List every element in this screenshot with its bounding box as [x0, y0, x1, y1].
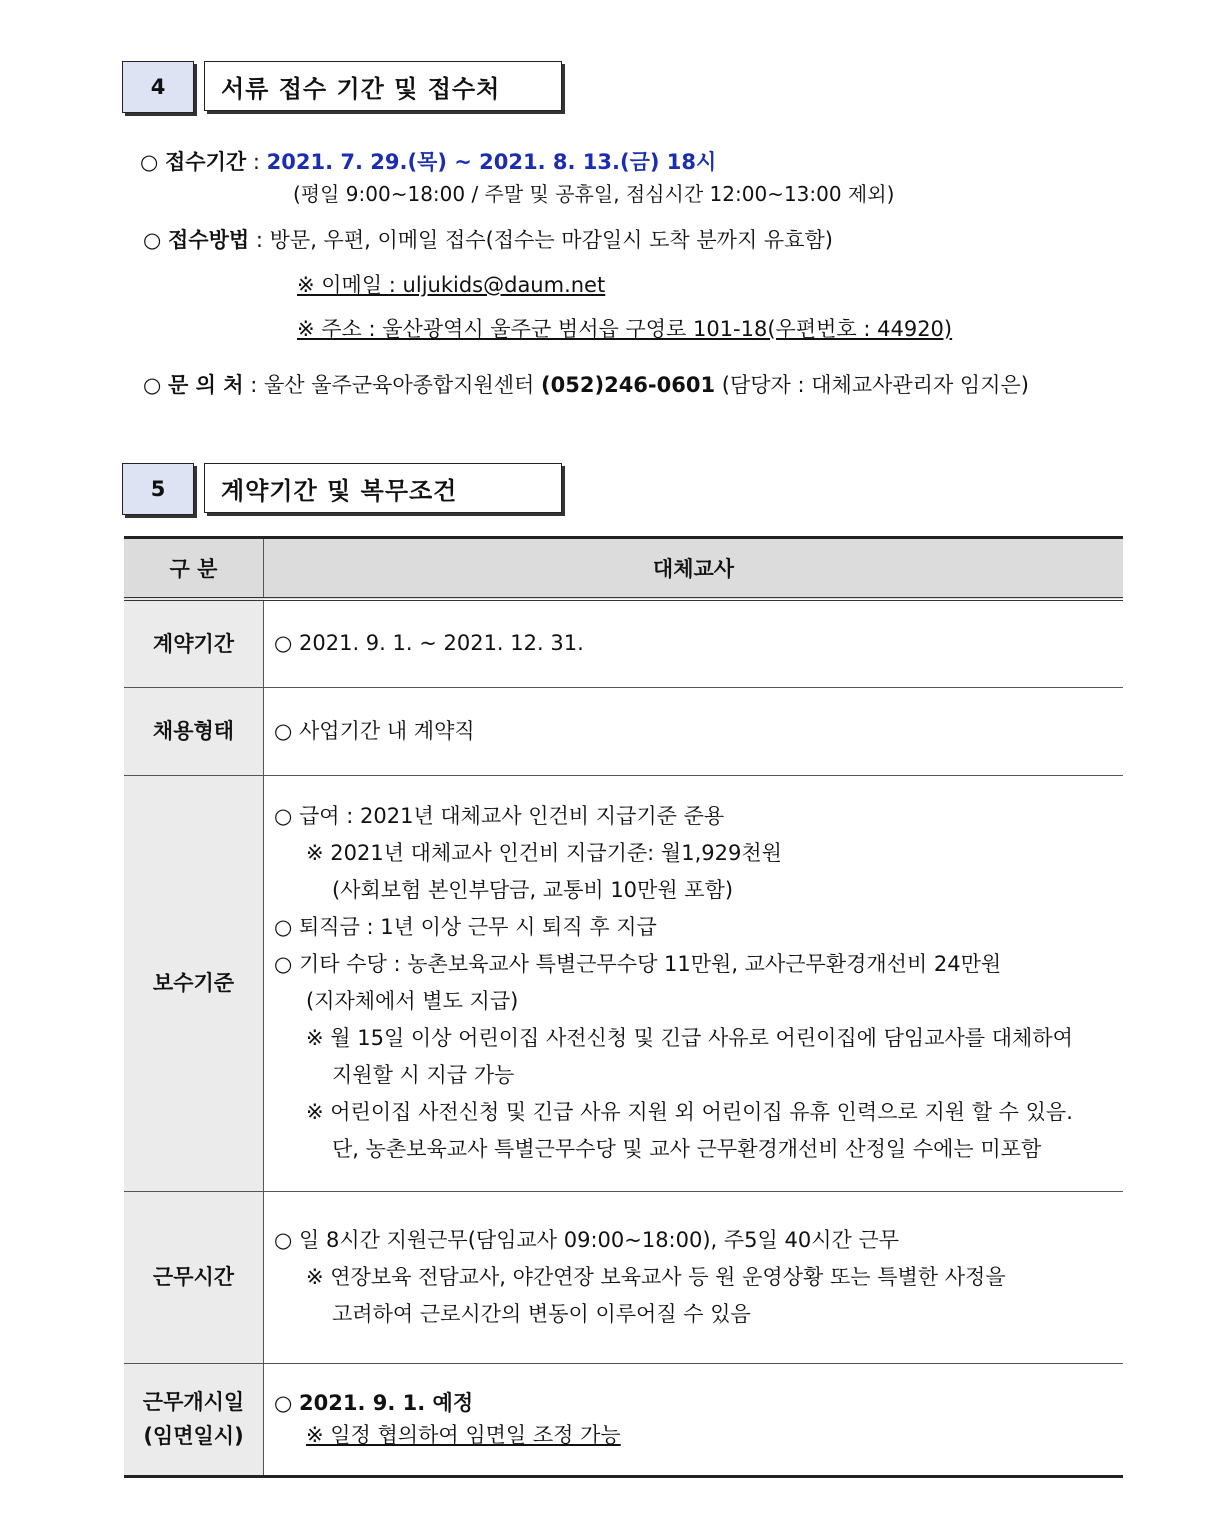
pay-line: (사회보험 본인부담금, 교통비 10만원 포함) — [332, 878, 734, 902]
contact-person: (담당자 : 대체교사관리자 임지은) — [721, 373, 1029, 397]
period-label: 접수기간 — [165, 150, 247, 174]
method-value: 방문, 우편, 이메일 접수(접수는 마감일시 도착 분까지 유효함) — [269, 228, 833, 252]
table-row-hours — [124, 1191, 1123, 1363]
contact-sep: : — [250, 373, 258, 397]
section-4-title-box — [204, 61, 562, 111]
contract-line: ○ 2021. 9. 1. ~ 2021. 12. 31. — [274, 631, 584, 656]
table-row-employ — [124, 687, 1123, 775]
row-label-pay: 보수기준 — [124, 775, 264, 1191]
period-mark: ○ — [140, 150, 159, 174]
period-value: 2021. 7. 29.(목) ~ 2021. 8. 13.(금) 18시 — [266, 150, 717, 174]
section-4-number — [122, 61, 194, 113]
start-note: ※ 일정 협의하여 임면일 조정 가능 — [306, 1423, 621, 1447]
row-label-hours: 근무시간 — [124, 1191, 264, 1363]
period-line — [140, 146, 716, 176]
table-row-pay — [124, 775, 1123, 1191]
row-label-start — [124, 1363, 264, 1476]
pay-line: (지자체에서 별도 지급) — [306, 989, 519, 1013]
start-date: 2021. 9. 1. 예정 — [299, 1391, 474, 1415]
start-label-line-1: 근무개시일 — [142, 1390, 245, 1414]
pay-line: ※ 어린이집 사전신청 및 긴급 사유 지원 외 어린이집 유휴 인력으로 지원 할 수 있음. — [306, 1100, 1073, 1124]
table-header-row — [124, 538, 1123, 600]
section-4-title: 서류 접수 기간 및 접수처 — [221, 74, 501, 103]
hours-line: 고려하여 근로시간의 변동이 이루어질 수 있음 — [332, 1301, 751, 1326]
pay-line: ○ 급여 : 2021년 대체교사 인건비 지급기준 준용 — [274, 804, 725, 828]
header-substitute-teacher: 대체교사 — [264, 538, 1124, 600]
row-label-contract: 계약기간 — [124, 599, 264, 687]
start-mark: ○ — [274, 1391, 293, 1415]
pay-line: ○ 기타 수당 : 농촌보육교사 특별근무수당 11만원, 교사근무환경개선비 24만원 — [274, 952, 1002, 976]
hours-line: ○ 일 8시간 지원근무(담임교사 09:00~18:00), 주5일 40시간 근무 — [274, 1227, 900, 1252]
method-sep: : — [255, 228, 263, 252]
table-row-start — [124, 1363, 1123, 1476]
section-5-number — [122, 463, 194, 515]
pay-line: 단, 농촌보육교사 특별근무수당 및 교사 근무환경개선비 산정일 수에는 미포함 — [332, 1137, 1042, 1161]
start-date-line — [274, 1387, 1122, 1419]
table-row-contract — [124, 599, 1123, 687]
period-note: (평일 9:00~18:00 / 주말 및 공휴일, 점심시간 12:00~13:00 제외) — [293, 182, 895, 206]
row-content-hours — [264, 1191, 1124, 1363]
row-content-employ — [264, 687, 1124, 775]
contact-phone: (052)246-0601 — [541, 373, 716, 397]
period-sep: : — [252, 150, 260, 174]
start-label-line-2: (임면일시) — [143, 1424, 244, 1448]
row-label-employ: 채용형태 — [124, 687, 264, 775]
header-category: 구 분 — [124, 538, 264, 600]
pay-line: ※ 2021년 대체교사 인건비 지급기준: 월1,929천원 — [306, 841, 782, 865]
pay-line: ※ 월 15일 이상 어린이집 사전신청 및 긴급 사유로 어린이집에 담임교사를 대체하여 — [306, 1026, 1073, 1050]
pay-line: ○ 퇴직금 : 1년 이상 근무 시 퇴직 후 지급 — [274, 915, 657, 939]
section-5-title-box — [204, 463, 562, 513]
hours-line: ※ 연장보육 전담교사, 야간연장 보육교사 등 원 운영상황 또는 특별한 사정을 — [306, 1264, 1006, 1289]
section-4-number-text: 4 — [150, 75, 166, 99]
pay-line: 지원할 시 지급 가능 — [332, 1063, 515, 1087]
employ-line: ○ 사업기간 내 계약직 — [274, 718, 475, 743]
contact-label: 문 의 처 — [168, 373, 244, 397]
section-5-title: 계약기간 및 복무조건 — [221, 476, 458, 505]
method-address: ※ 주소 : 울산광역시 울주군 범서읍 구영로 101-18(우편번호 : 44920) — [297, 317, 953, 341]
contact-line — [143, 369, 1029, 399]
method-line — [143, 224, 833, 254]
row-content-start — [264, 1363, 1124, 1476]
row-content-pay — [264, 775, 1124, 1191]
method-mark: ○ — [143, 228, 162, 252]
section-5-number-text: 5 — [150, 477, 166, 501]
method-label: 접수방법 — [168, 228, 250, 252]
method-email: ※ 이메일 : uljukids@daum.net — [297, 273, 606, 297]
contact-org: 울산 울주군육아종합지원센터 — [263, 373, 535, 397]
contract-conditions-table — [124, 536, 1123, 1478]
row-content-contract — [264, 599, 1124, 687]
contact-mark: ○ — [143, 373, 162, 397]
